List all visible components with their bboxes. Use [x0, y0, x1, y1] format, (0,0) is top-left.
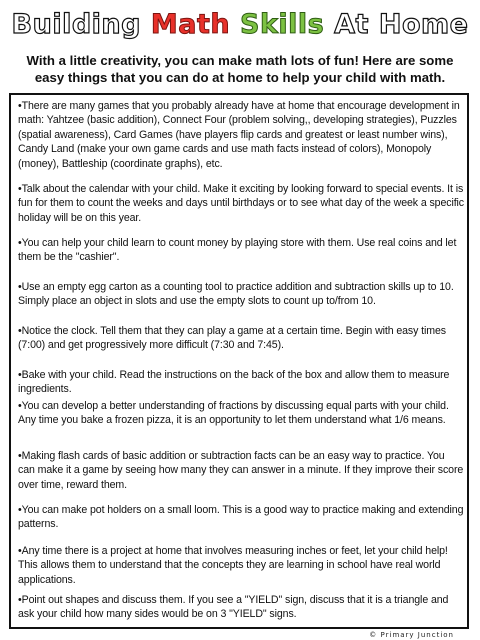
title-math: Math	[150, 9, 231, 40]
tip-money: •You can help your child learn to count money by playing store with them. Use real coins and let them be the "cashier".	[18, 237, 457, 264]
tip-egg-carton: •Use an empty egg carton as a counting tool to practice addition and subtraction skills up to 10. Simply place an object in slots and use the empty slots to count up to/from 10.	[18, 281, 454, 308]
tip-pot-holders: •You can make pot holders on a small loom. This is a good way to practice making and extending patterns.	[18, 504, 464, 531]
title-at-home: At Home	[324, 9, 469, 40]
tip-games: •There are many games that you probably already have at home that encourage development in math: Yahtzee (basic addition), Connect Four (problem solving,, developing strategies), Puzzles (spatial awareness), Card Games (have players flip cards and greatest or least number wins), Candy Land (make your own game cards and use math facts instead of colors), Monopoly (money), Battleship (coordinate graphs), etc.	[18, 100, 460, 170]
tip-flash-cards: •Making flash cards of basic addition or subtraction facts can be an easy way to practice. You can make it a game by seeing how many they can answer in a minute. If they improve their score over time, reward them.	[18, 450, 464, 491]
copyright-footer: © Primary Junction	[369, 631, 454, 639]
tip-clock: •Notice the clock. Tell them that they can play a game at a certain time. Begin with easy times (7:00) and get progressively more difficult (7:30 and 7:45).	[18, 325, 446, 352]
title-skills: Skills	[240, 9, 325, 40]
page-title	[0, 8, 480, 42]
tip-bake: •Bake with your child. Read the instructions on the back of the box and allow them to measure ingredients.	[18, 369, 450, 396]
tip-shapes: •Point out shapes and discuss them. If you see a "YIELD" sign, discuss that it is a triangle and ask your child how many sides would be on 3 "YIELD" signs.	[18, 594, 449, 621]
tip-calendar: •Talk about the calendar with your child. Make it exciting by looking forward to special events. It is fun for them to count the weeks and days until birthdays or to see what day of the week a specific holiday will be on this year.	[18, 183, 464, 224]
title-building: Building	[11, 9, 151, 40]
intro-paragraph: With a little creativity, you can make math lots of fun! Here are some easy things that you can do at home to help your child with math.	[26, 53, 454, 85]
tip-measuring: •Any time there is a project at home that involves measuring inches or feet, let your child help! This allows them to understand that the concepts they are learning in school have real world applications.	[18, 545, 448, 586]
tip-fractions: •You can develop a better understanding of fractions by discussing equal parts with your child. Any time you bake a frozen pizza, it is an opportunity to let them understand what 1/6 means.	[18, 400, 449, 427]
